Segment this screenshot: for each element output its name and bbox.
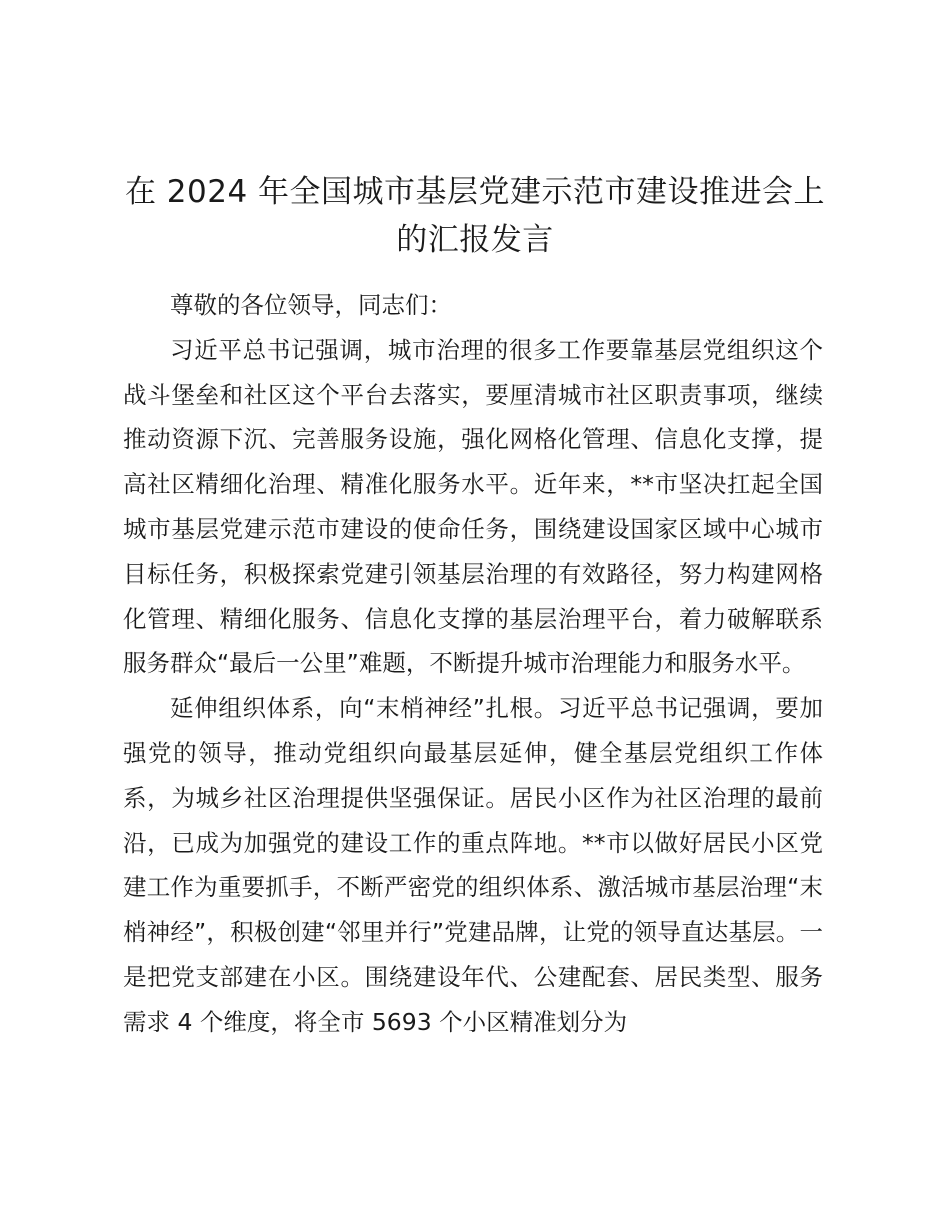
body-paragraph: 延伸组织体系，向“末梢神经”扎根。习近平总书记强调，要加强党的领导，推动党组织向最基层延伸，健全基层党组织工作体系，为城乡社区治理提供坚强保证。居民小区作为社区治理的最前沿，已成为加强党的建设工作的重点阵地。**市以做好居民小区党建工作为重要抓手，不断严密党的组织体系、激活城市基层治理“末梢神经”，积极创建“邻里并行”党建品牌，让党的领导直达基层。一是把党支部建在小区。围绕建设年代、公建配套、居民类型、服务需求 4 个维度，将全市 5693 个小区精准划分为 <box>123 694 823 1036</box>
document-body <box>123 283 823 1045</box>
body-paragraph: 习近平总书记强调，城市治理的很多工作要靠基层党组织这个战斗堡垒和社区这个平台去落实，要厘清城市社区职责事项，继续推动资源下沉、完善服务设施，强化网格化管理、信息化支撑，提高社区精细化治理、精准化服务水平。近年来，**市坚决扛起全国城市基层党建示范市建设的使命任务，围绕建设国家区域中心城市目标任务，积极探索党建引领基层治理的有效路径，努力构建网格化管理、精细化服务、信息化支撑的基层治理平台，着力破解联系服务群众“最后一公里”难题，不断提升城市治理能力和服务水平。 <box>123 335 823 678</box>
document-title: 在 2024 年全国城市基层党建示范市建设推进会上的汇报发言 <box>124 174 826 258</box>
salutation: 尊敬的各位领导，同志们： <box>170 291 452 319</box>
